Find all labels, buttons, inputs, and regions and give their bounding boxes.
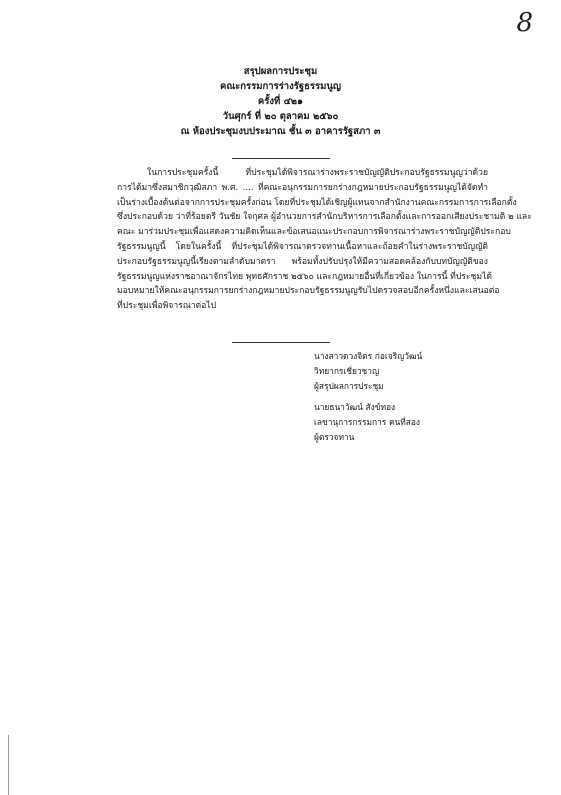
reviewer-signature-block xyxy=(314,400,420,445)
summarizer-role: ผู้สรุปผลการประชุม xyxy=(314,381,384,391)
reviewer-role: ผู้ตรวจทาน xyxy=(314,432,355,442)
paragraph-line: เป็นร่างเบื้องต้นต่อจากการประชุมครั้งก่อน โดยที่ประชุมได้เชิญผู้แทนจากสำนักงานคณะกรรมการการเลือกตั้ง xyxy=(117,197,517,208)
paragraph-line: ในการประชุมครั้งนี้ ที่ประชุมได้พิจารณาร่างพระราชบัญญัติประกอบรัฐธรรมนูญว่าด้วย xyxy=(147,168,488,178)
paragraph-line: ที่ประชุมเพื่อพิจารณาต่อไป xyxy=(117,301,217,312)
paragraph-line: ประกอบรัฐธรรมนูญนี้เรียงตามลำดับมาตรา พร้อมทั้งปรับปรุงให้มีความสอดคล้องกับบทบัญญัติของ xyxy=(117,256,488,267)
document-title: สรุปผลการประชุม xyxy=(243,66,318,77)
committee-name: คณะกรรมการร่างรัฐธรรมนูญ xyxy=(220,81,341,92)
document-header xyxy=(0,64,561,139)
scan-margin-line xyxy=(8,735,9,795)
paragraph-line: รัฐธรรมนูญนี้ โดยในครั้งนี้ ที่ประชุมได้พิจารณาตรวจทานเนื้อหาและถ้อยคำในร่างพระราชบัญญัติ xyxy=(117,241,488,252)
meeting-venue: ณ ห้องประชุมงบประมาณ ชั้น ๓ อาคารรัฐสภา ๓ xyxy=(180,126,381,137)
page-number: 8 xyxy=(516,8,533,38)
summarizer-position: วิทยากรเชี่ยวชาญ xyxy=(314,366,380,376)
header-divider xyxy=(232,158,330,159)
footer-divider xyxy=(232,342,330,343)
summary-paragraph xyxy=(117,166,532,314)
paragraph-line: รัฐธรรมนูญแห่งราชอาณาจักรไทย พุทธศักราช ๒๕๖๐ และกฎหมายอื่นที่เกี่ยวข้อง ในการนี้ ที่ประชุมได้ xyxy=(117,271,492,282)
paragraph-line: ซึ่งประกอบด้วย ว่าที่ร้อยตรี วันชัย ใจกุศล ผู้อำนวยการสำนักบริหารการเลือกตั้งและการออกเสียงประชามติ ๒ และ xyxy=(117,212,532,223)
summarizer-name: นางสาวดวงจิตร ก่อเจริญวัฒน์ xyxy=(314,351,423,361)
paragraph-line: คณะ มาร่วมประชุมเพื่อแสดงความคิดเห็นและข้อเสนอแนะประกอบการพิจารณาร่างพระราชบัญญัติประกอบ xyxy=(117,227,511,238)
paragraph-line: มอบหมายให้คณะอนุกรรมการยกร่างกฎหมายประกอบรัฐธรรมนูญรับไปตรวจสอบอีกครั้งหนึ่งและเสนอต่อ xyxy=(117,286,500,297)
reviewer-name: นายธนาวัฒน์ สังข์ทอง xyxy=(314,402,396,412)
meeting-date: วันศุกร์ ที่ ๒๐ ตุลาคม ๒๕๖๐ xyxy=(222,111,339,122)
session-number: ครั้งที่ ๔๒๑ xyxy=(257,96,304,107)
summarizer-signature-block xyxy=(314,349,422,394)
reviewer-position: เลขานุการกรรมการ คนที่สอง xyxy=(314,417,421,427)
paragraph-line: การได้มาซึ่งสมาชิกวุฒิสภา พ.ศ. .... ที่คณะอนุกรรมการยกร่างกฎหมายประกอบรัฐธรรมนูญได้จัดทำ xyxy=(117,182,488,193)
